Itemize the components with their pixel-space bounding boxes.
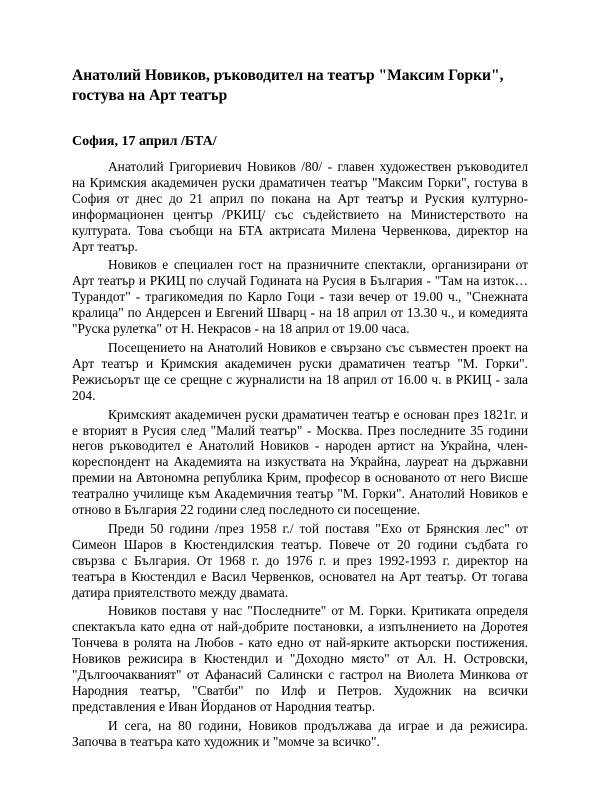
article-paragraph: Посещението на Анатолий Новиков е свързано със съвместен проект на Арт театър и Кримския академичен руски драматичен театър "М. Горки". Режисьорът ще се срещне с журналисти на 18 април от 16.00 ч. в РКИЦ - зала 204. <box>72 339 528 403</box>
article-paragraph: Кримският академичен руски драматичен театър е основан през 1821г. и е вторият в Русия след "Малий театър" - Москва. През последните 35 години негов ръководител е Анатолий Новиков - народен артист на Украйна, член-кореспондент на Академията на изкуствата на Украйна, лауреат на държавни премии на Автономна република Крим, професор в основаното от него Висше театрално училище към Академичния театър "М. Горки". Анатолий Новиков е отново в България 22 години след последното си посещение. <box>72 406 528 518</box>
article-paragraph: Новиков поставя у нас "Последните" от М. Горки. Критиката определя спектакъла като една от най-добрите постановки, а изпълнението на Доротея Тончева в ролята на Любов - като едно от най-ярките актьорски постижения. Новиков режисира в Кюстендил и "Доходно място" от Ал. Н. Островски, "Дългоочакваният" от Афанасий Салински с гастрол на Виолета Минкова от Народния театър, "Сватби" по Илф и Петров. Художник на всички представления е Иван Йорданов от Народния театър. <box>72 603 528 714</box>
article-paragraph: И сега, на 80 години, Новиков продължава да играе и да режисира. Започва в театъра като художник и "момче за всичко". <box>72 717 528 749</box>
article-title: Анатолий Новиков, ръководител на театър "Максим Горки", гостува на Арт театър <box>72 67 504 104</box>
article-body <box>72 159 528 753</box>
article-paragraph: Анатолий Григориевич Новиков /80/ - главен художествен ръководител на Кримския академичен руски драматичен театър "Максим Горки", гостува в София от днес до 21 април по покана на Арт театър и Руския културно-информационен център /РКИЦ/ със съдействието на Министерството на културата. Това съобщи на БТА актрисата Милена Червенкова, директор на Арт театър. <box>72 159 528 254</box>
article-paragraph: Преди 50 години /през 1958 г./ той поставя "Ехо от Брянския лес" от Симеон Шаров в Кюстендилския театър. Повече от 20 години съдбата го свързва с България. От 1968 г. до 1976 г. и през 1992-1993 г. директор на театъра в Кюстендил е Васил Червенков, основател на Арт театър. От тогава датира приятелството между двамата. <box>72 520 528 600</box>
article-dateline: София, 17 април /БТА/ <box>72 134 217 149</box>
article-paragraph: Новиков е специален гост на празничните спектакли, организирани от Арт театър и РКИЦ по случай Годината на Русия в България - "Там на изток… Турандот" - трагикомедия по Карло Гоци - тази вечер от 19.00 ч., "Снежната кралица" по Андерсен и Евгений Шварц - на 18 април от 13.30 ч., и комедията "Руска рулетка" от Н. Некрасов - на 18 април от 19.00 часа. <box>72 257 528 337</box>
